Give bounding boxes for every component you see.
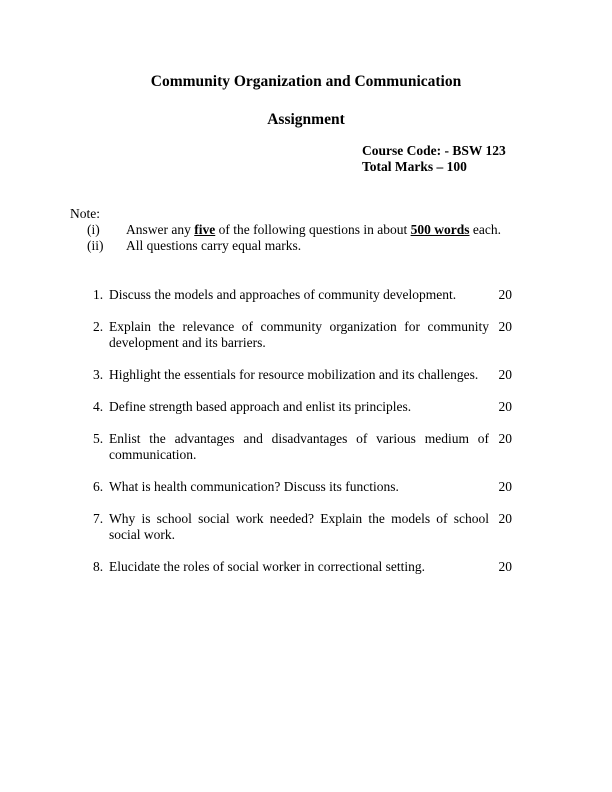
question-marks: 20 (498, 559, 512, 574)
note-item-text (126, 222, 501, 238)
question-row (93, 559, 512, 575)
course-info-block (362, 143, 612, 175)
question-marks: 20 (498, 479, 512, 494)
question-number: 4. (93, 399, 104, 414)
course-code-line: Course Code: - BSW 123 (362, 143, 506, 158)
question-text: Enlist the advantages and disadvantages of various medium of communication. (109, 431, 489, 462)
note-item-text: All questions carry equal marks. (126, 238, 302, 253)
question-row (93, 511, 512, 543)
question-text: Elucidate the roles of social worker in correctional setting. (109, 559, 426, 574)
note-text-mid: of the following questions in about (215, 222, 411, 237)
note-item-number: (ii) (87, 238, 104, 253)
question-row (93, 287, 512, 303)
question-number: 1. (93, 287, 104, 302)
page-subtitle: Assignment (267, 111, 345, 128)
question-text: Why is school social work needed? Explain the models of school social work. (109, 511, 489, 542)
question-text: Define strength based approach and enlist its principles. (109, 399, 412, 414)
question-number: 3. (93, 367, 104, 382)
note-emphasis-500-words: 500 words (410, 222, 470, 237)
question-row (93, 431, 512, 463)
question-number: 6. (93, 479, 104, 494)
note-item-i (87, 222, 612, 238)
note-section (70, 206, 612, 254)
note-text-pre: Answer any (126, 222, 195, 237)
questions-list (93, 287, 512, 575)
note-emphasis-five: five (194, 222, 216, 237)
question-number: 2. (93, 319, 104, 334)
note-text-post: each. (469, 222, 501, 237)
question-row (93, 479, 512, 495)
question-marks: 20 (498, 367, 512, 382)
note-item-number: (i) (87, 222, 100, 237)
question-number: 5. (93, 431, 104, 446)
question-text: Discuss the models and approaches of community development. (109, 287, 457, 302)
note-label: Note: (70, 206, 100, 221)
question-marks: 20 (498, 511, 512, 526)
question-number: 7. (93, 511, 104, 526)
note-item-ii (87, 238, 612, 254)
question-row (93, 399, 512, 415)
total-marks-line: Total Marks – 100 (362, 159, 467, 174)
question-marks: 20 (498, 287, 512, 302)
question-marks: 20 (498, 399, 512, 414)
question-text: Explain the relevance of community organization for community development and its barriers. (109, 319, 489, 350)
question-row (93, 319, 512, 351)
question-number: 8. (93, 559, 104, 574)
question-row (93, 367, 512, 383)
question-text: Highlight the essentials for resource mobilization and its challenges. (109, 367, 479, 382)
page-title: Community Organization and Communication (150, 73, 462, 90)
question-text: What is health communication? Discuss its functions. (109, 479, 399, 494)
question-marks: 20 (498, 319, 512, 334)
question-marks: 20 (498, 431, 512, 446)
